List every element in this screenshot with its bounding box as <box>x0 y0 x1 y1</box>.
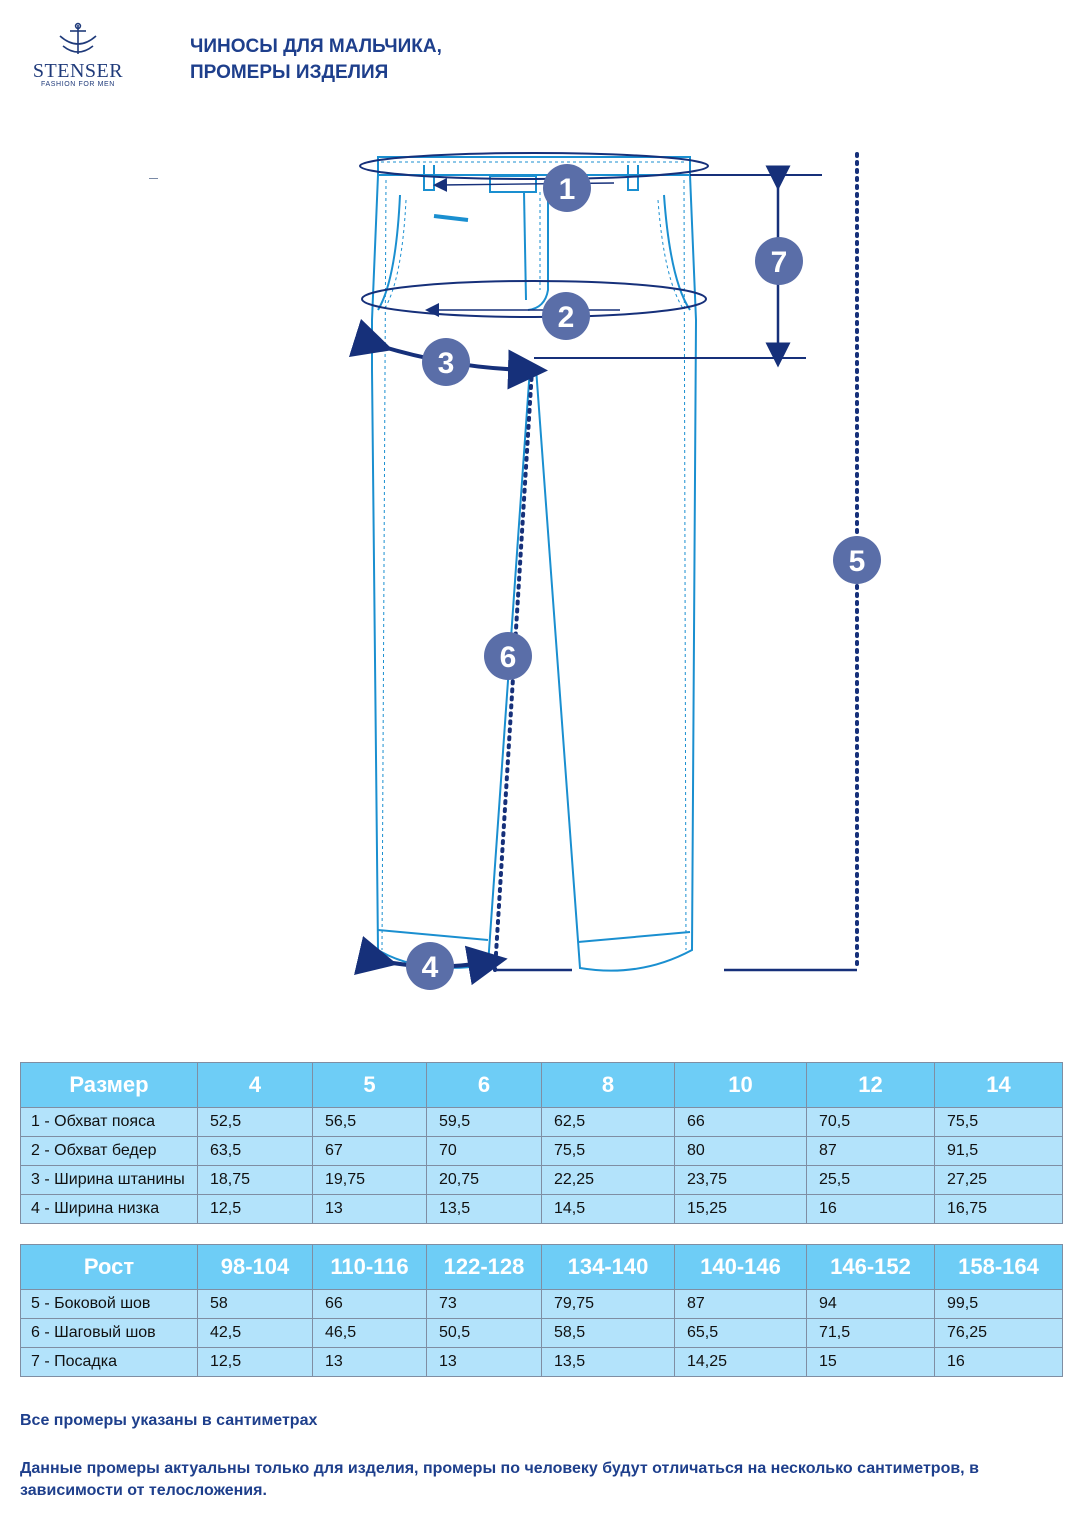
brand-logo <box>22 22 134 92</box>
cell: 70 <box>427 1137 542 1166</box>
disclaimer-note: Данные промеры актуальны только для изделия, промеры по человеку будут отличаться на несколько сантиметров, в зависимости от телосложения. <box>20 1460 979 1499</box>
height-col: 158-164 <box>935 1245 1063 1290</box>
cell: 59,5 <box>427 1108 542 1137</box>
cell: 16 <box>807 1195 935 1224</box>
cell: 76,25 <box>935 1319 1063 1348</box>
svg-text:5: 5 <box>848 545 866 578</box>
table-row <box>21 1137 1063 1166</box>
size-col: 8 <box>542 1063 675 1108</box>
cell: 87 <box>807 1137 935 1166</box>
cell: 12,5 <box>198 1195 313 1224</box>
cell: 22,25 <box>542 1166 675 1195</box>
row-label: 6 - Шаговый шов <box>21 1319 198 1348</box>
cell: 52,5 <box>198 1108 313 1137</box>
row-label: 5 - Боковой шов <box>21 1290 198 1319</box>
brand-tagline: FASHION FOR MEN <box>41 81 115 88</box>
pants-outline <box>372 157 696 971</box>
height-col: 110-116 <box>313 1245 427 1290</box>
cell: 12,5 <box>198 1348 313 1377</box>
table-row <box>21 1290 1063 1319</box>
height-table <box>20 1244 1063 1377</box>
cell: 20,75 <box>427 1166 542 1195</box>
cell: 99,5 <box>935 1290 1063 1319</box>
cell: 71,5 <box>807 1319 935 1348</box>
badge-2 <box>542 292 590 340</box>
cell: 94 <box>807 1290 935 1319</box>
cell: 67 <box>313 1137 427 1166</box>
cell: 23,75 <box>675 1166 807 1195</box>
cell: 13,5 <box>542 1348 675 1377</box>
cell: 25,5 <box>807 1166 935 1195</box>
cell: 14,5 <box>542 1195 675 1224</box>
height-col: 122-128 <box>427 1245 542 1290</box>
size-col: 12 <box>807 1063 935 1108</box>
size-col: 6 <box>427 1063 542 1108</box>
page-title-line-1: ЧИНОСЫ ДЛЯ МАЛЬЧИКА, <box>190 36 442 57</box>
table-row <box>21 1166 1063 1195</box>
page-title <box>190 34 442 86</box>
cell: 58,5 <box>542 1319 675 1348</box>
anchor-crest-icon <box>22 22 134 62</box>
cell: 14,25 <box>675 1348 807 1377</box>
cell: 13 <box>427 1348 542 1377</box>
cell: 87 <box>675 1290 807 1319</box>
table-row <box>21 1195 1063 1224</box>
page-title-line-2: ПРОМЕРЫ ИЗДЕЛИЯ <box>190 62 389 83</box>
cell: 62,5 <box>542 1108 675 1137</box>
cell: 80 <box>675 1137 807 1166</box>
table-row <box>21 1108 1063 1137</box>
cell: 56,5 <box>313 1108 427 1137</box>
row-label: 3 - Ширина штанины <box>21 1166 198 1195</box>
brand-name: STENSER <box>32 60 124 82</box>
table-row <box>21 1319 1063 1348</box>
svg-text:4: 4 <box>421 951 439 984</box>
cell: 79,75 <box>542 1290 675 1319</box>
hip-measure <box>362 281 706 317</box>
cell: 65,5 <box>675 1319 807 1348</box>
cell: 13 <box>313 1195 427 1224</box>
cell: 75,5 <box>935 1108 1063 1137</box>
cell: 46,5 <box>313 1319 427 1348</box>
cell: 15 <box>807 1348 935 1377</box>
cell: 63,5 <box>198 1137 313 1166</box>
cell: 16,75 <box>935 1195 1063 1224</box>
units-note: Все промеры указаны в сантиметрах <box>20 1412 318 1429</box>
svg-text:7: 7 <box>770 246 788 279</box>
cell: 15,25 <box>675 1195 807 1224</box>
height-table-header <box>21 1245 1063 1290</box>
badge-1 <box>543 164 591 212</box>
cell: 75,5 <box>542 1137 675 1166</box>
cell: 66 <box>313 1290 427 1319</box>
height-col: 140-146 <box>675 1245 807 1290</box>
svg-text:1: 1 <box>558 173 576 206</box>
badge-6 <box>484 632 532 680</box>
cell: 16 <box>935 1348 1063 1377</box>
pants-measurement-diagram <box>0 120 1080 1020</box>
row-label: 1 - Обхват пояса <box>21 1108 198 1137</box>
cell: 19,75 <box>313 1166 427 1195</box>
svg-text:3: 3 <box>437 347 455 380</box>
cell: 50,5 <box>427 1319 542 1348</box>
height-header-label: Рост <box>21 1245 198 1290</box>
cell: 91,5 <box>935 1137 1063 1166</box>
row-label: 4 - Ширина низка <box>21 1195 198 1224</box>
height-col: 146-152 <box>807 1245 935 1290</box>
row-label: 7 - Посадка <box>21 1348 198 1377</box>
size-col: 4 <box>198 1063 313 1108</box>
size-header-label: Размер <box>21 1063 198 1108</box>
svg-text:6: 6 <box>499 641 517 674</box>
cell: 13,5 <box>427 1195 542 1224</box>
size-table <box>20 1062 1063 1224</box>
cell: 58 <box>198 1290 313 1319</box>
badge-7 <box>755 237 803 285</box>
cell: 18,75 <box>198 1166 313 1195</box>
table-row <box>21 1348 1063 1377</box>
height-col: 98-104 <box>198 1245 313 1290</box>
cell: 13 <box>313 1348 427 1377</box>
cell: 27,25 <box>935 1166 1063 1195</box>
size-col: 5 <box>313 1063 427 1108</box>
badge-4 <box>406 942 454 990</box>
cell: 73 <box>427 1290 542 1319</box>
svg-text:2: 2 <box>557 301 575 334</box>
cell: 66 <box>675 1108 807 1137</box>
row-label: 2 - Обхват бедер <box>21 1137 198 1166</box>
cell: 42,5 <box>198 1319 313 1348</box>
badge-5 <box>833 536 881 584</box>
size-col: 10 <box>675 1063 807 1108</box>
height-col: 134-140 <box>542 1245 675 1290</box>
cell: 70,5 <box>807 1108 935 1137</box>
size-col: 14 <box>935 1063 1063 1108</box>
badge-3 <box>422 338 470 386</box>
size-table-header <box>21 1063 1063 1108</box>
